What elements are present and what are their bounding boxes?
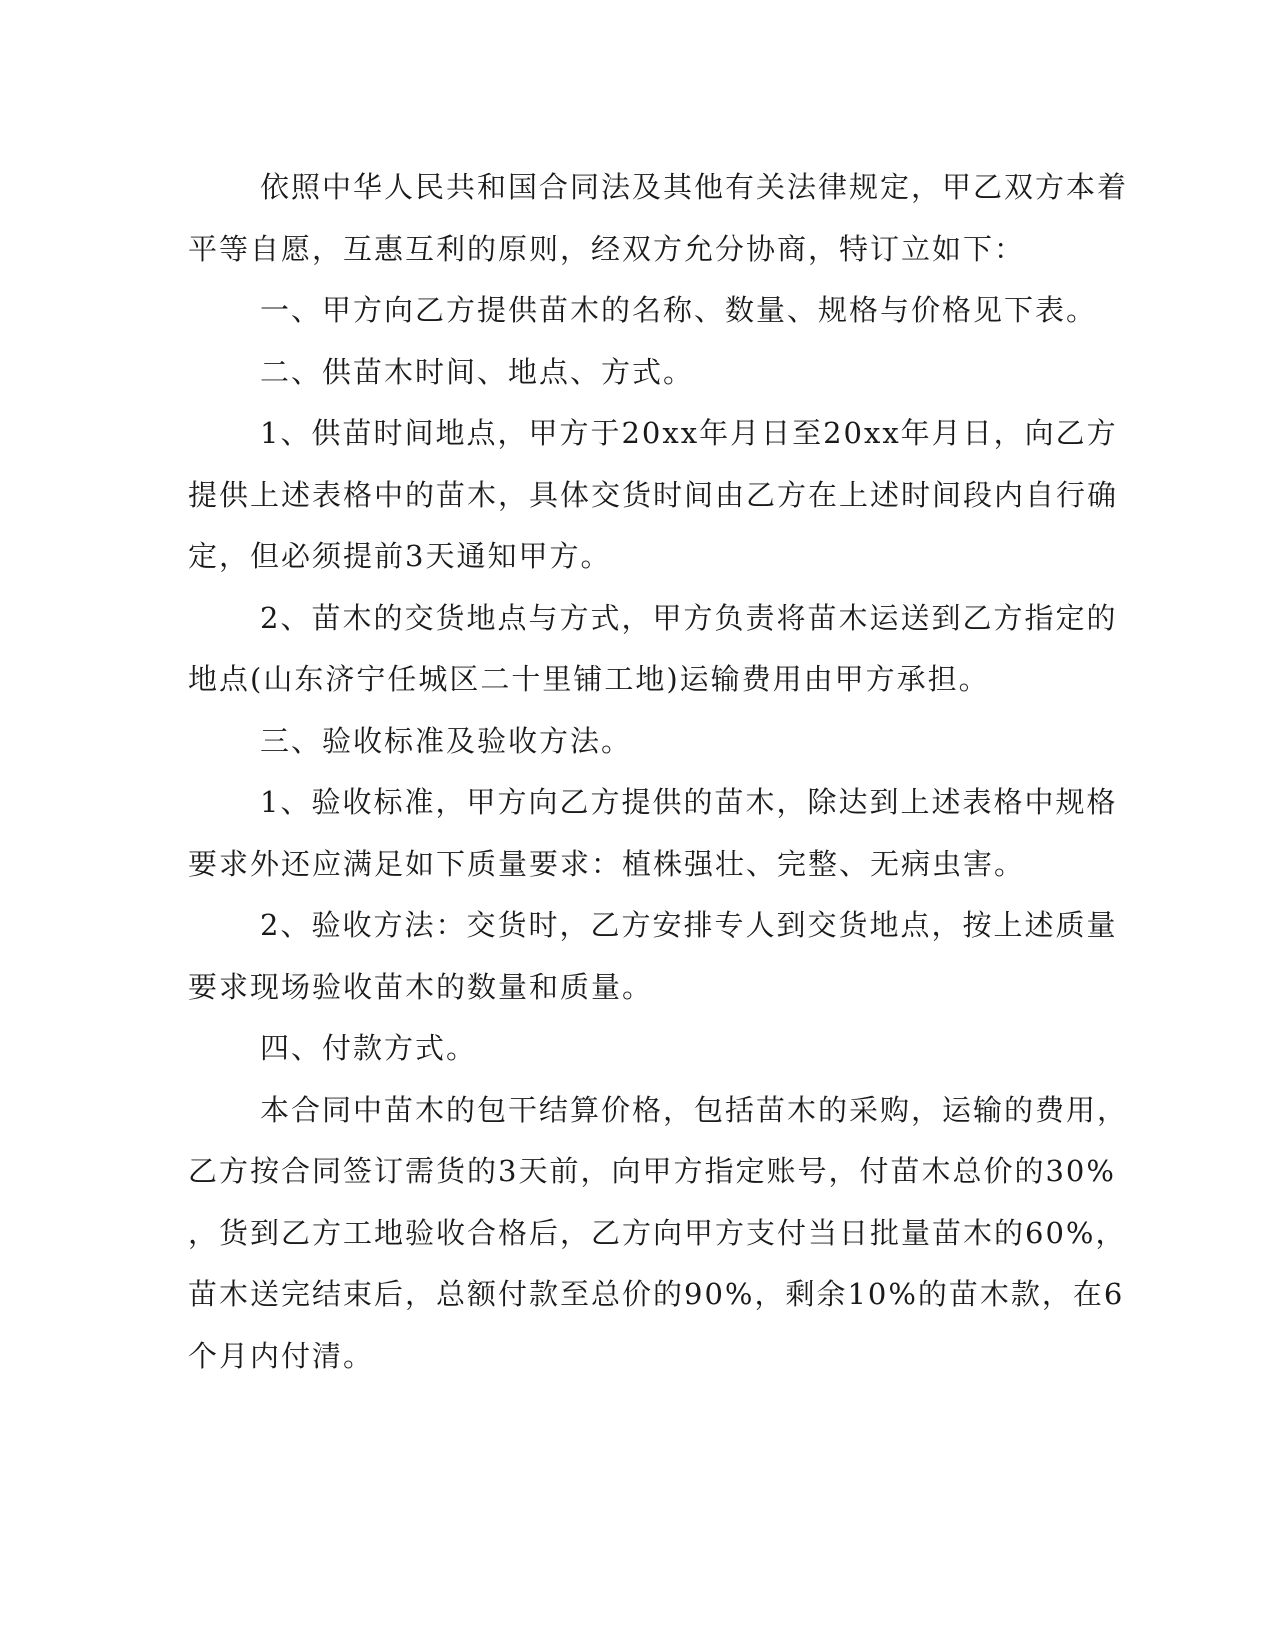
text-line: 地点(山东济宁任城区二十里铺工地)运输费用由甲方承担。 [188,662,990,696]
text-line: 依照中华人民共和国合同法及其他有关法律规定，甲乙双方本着 [260,170,1129,204]
text-line: 乙方按合同签订需货的3天前，向甲方指定账号，付苗木总价的30% [188,1154,1116,1188]
clause-2-1-paragraph [188,403,1119,588]
text-line: 2、苗木的交货地点与方式，甲方负责将苗木运送到乙方指定的 [260,600,1118,635]
clause-heading-4 [188,1018,1068,1080]
paragraph-intro [188,157,1129,280]
text-line: 提供上述表格中的苗木，具体交货时间由乙方在上述时间段内自行确 [188,477,1119,512]
text-line: 平等自愿，互惠互利的原则，经双方允分协商，特订立如下： [188,231,1026,266]
clause-3-1-paragraph [188,772,1118,895]
text-line: 本合同中苗木的包干结算价格，包括苗木的采购，运输的费用， [260,1092,1129,1127]
text-line: 要求现场验收苗木的数量和质量。 [188,969,654,1004]
clause-heading-2 [188,342,1068,404]
clause-2-2-paragraph [188,588,1118,711]
clause-3-2-paragraph [188,895,1118,1018]
text-line: 1、验收标准，甲方向乙方提供的苗木，除达到上述表格中规格 [260,785,1118,819]
text-line: 1、供苗时间地点，甲方于20xx年月日至20xx年月日，向乙方 [260,416,1118,450]
clause-4-body-paragraph [188,1080,1129,1388]
text-line: 二、供苗木时间、地点、方式。 [260,354,695,389]
clause-heading-3 [188,711,1068,773]
text-line: 定，但必须提前3天通知甲方。 [188,539,612,573]
text-line: 一、甲方向乙方提供苗木的名称、数量、规格与价格见下表。 [260,293,1098,327]
text-line: 个月内付清。 [188,1338,375,1373]
text-line: 2、验收方法：交货时，乙方安排专人到交货地点，按上述质量 [260,908,1118,942]
text-line: 要求外还应满足如下质量要求：植株强壮、完整、无病虫害。 [188,846,1026,881]
text-line: 三、验收标准及验收方法。 [260,723,633,758]
text-line: 苗木送完结束后，总额付款至总价的90%，剩余10%的苗木款，在6 [188,1277,1125,1311]
clause-heading-1 [188,280,1098,342]
text-line: 四、付款方式。 [260,1031,478,1065]
document-body [188,157,1129,1387]
text-line: ，货到乙方工地验收合格后，乙方向甲方支付当日批量苗木的60%， [188,1215,1127,1250]
